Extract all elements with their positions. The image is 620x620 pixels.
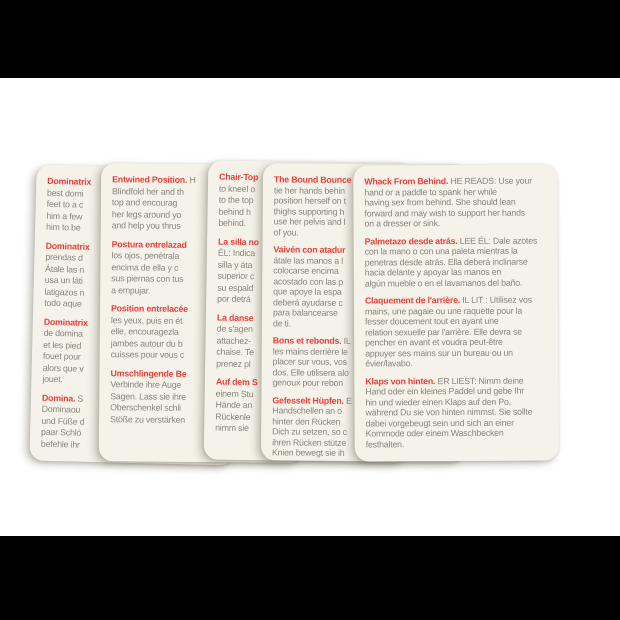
card-line: befehle ihr <box>40 438 80 450</box>
card-line: átale las manos a l <box>273 254 343 266</box>
card-line: Blindfold her and th <box>112 185 184 197</box>
card-line: alors que v <box>42 362 84 374</box>
card-line: position herself on t <box>273 195 346 206</box>
card-line: para balancearse <box>272 307 338 318</box>
card-line: Sagen. Lass sie ihre <box>110 390 187 402</box>
card-line: que apoye la espa <box>273 286 342 297</box>
card-line: Handschellen an o <box>272 405 342 416</box>
letterbox-top <box>0 0 620 78</box>
card-line: thighs supporting h <box>273 205 345 217</box>
card-line: use her pelvis and l <box>273 216 346 227</box>
card-line: a empujar. <box>111 284 151 296</box>
card-line: behind h <box>218 206 251 217</box>
card-heading: La danse <box>216 312 254 323</box>
card-line: fesser doucement tout en ayant une <box>365 315 499 327</box>
card-line: him to be <box>46 221 81 233</box>
card-line: Knien bewegt sie ih <box>271 447 345 458</box>
card-line: algún mueble o en el lavamanos del baño. <box>364 277 523 288</box>
card-line: her legs around yo <box>111 208 182 220</box>
card-line: los ojos, penétrala <box>111 250 180 261</box>
card-line <box>365 235 552 246</box>
card-line: de s'agen <box>216 323 253 335</box>
card-heading-lead-in: IL <box>341 335 351 346</box>
card-line: de ti. <box>272 317 291 328</box>
card-heading-lead-in: ER LIEST: Nimm deine <box>435 375 524 386</box>
card-line: les mains derrière le <box>272 345 348 357</box>
card-heading: Auf dem S <box>215 376 258 388</box>
card-line: prenez pl <box>216 358 251 369</box>
card-line: hand or a paddle to spank her while <box>364 186 497 197</box>
card-line: Rückenle <box>215 411 251 422</box>
card-line: jambes autour du b <box>110 337 183 349</box>
card-line <box>364 175 551 186</box>
card-line: fouet pour <box>42 350 81 362</box>
card-heading-lead-in: S <box>75 393 84 404</box>
card-line: während Du sie von hinten nimmst. Sie sollte <box>365 406 533 418</box>
card-line: hin und wieder einen Klaps auf den Po, <box>365 396 511 407</box>
card-line: por detrá <box>217 293 251 305</box>
card-line: et les pied <box>43 339 82 351</box>
card-line: les yeux, puis en ét <box>110 314 183 326</box>
card-line: colocarse encima <box>273 265 339 276</box>
card-heading-lead-in: E <box>343 395 352 406</box>
card-heading-lead-in: LEE ÉL: Dale azotes <box>457 235 538 246</box>
card-heading: The Bound Bounce <box>273 174 352 185</box>
card-line: Hand oder ein kleines Paddel und gebe Ihr <box>365 385 525 397</box>
card-heading: La silla no <box>218 236 259 247</box>
card-heading: Dominatrix <box>43 316 88 328</box>
card-heading-lead-in: H <box>187 174 196 185</box>
card-line: su espald <box>217 282 254 293</box>
card-line: latigazos n <box>44 286 85 298</box>
card-heading: Dominatrix <box>45 240 90 252</box>
card-paragraph-es <box>365 235 552 288</box>
card-line: nimm sie <box>215 422 249 434</box>
card-line: elle, encouragezla <box>110 326 179 337</box>
card-line: tie her hands behin <box>273 184 345 196</box>
card-line: Kommode oder einem Waschbecken <box>365 427 504 439</box>
card-line: hinter den Rücken <box>272 415 341 427</box>
card-heading: Klaps von hinten. <box>365 375 436 386</box>
card-line: forward and may wish to support her hands <box>364 207 525 218</box>
card-heading: Chair-Top <box>219 171 259 183</box>
card-line: Dominaou <box>41 403 81 415</box>
card-heading: Postura entrelazad <box>111 238 187 250</box>
card-line: festhalten. <box>365 438 405 449</box>
card-line: mains, une pagaie ou une raquette pour la <box>364 305 523 316</box>
card-heading-lead-in: IL LIT : Utilisez vos <box>459 294 532 305</box>
card-line: behind. <box>218 217 246 229</box>
card-line: relation sexuelle par l'arrière. Elle devra se <box>365 326 522 337</box>
card-heading-lead-in: HE READS: Use your <box>448 175 532 187</box>
card-line: Átale las n <box>44 263 85 275</box>
card-line: con la mano o con una paleta mientras la <box>364 245 518 257</box>
card-line: penetras desde atrás. Ella deberá inclinarse <box>364 256 528 267</box>
card-line: genoux pour rebon <box>272 377 344 388</box>
card-line: of you. <box>273 226 299 238</box>
card-line: acostado con las p <box>273 275 344 287</box>
card-paragraph-de <box>365 375 552 449</box>
card-line: placer sur vous, vos <box>272 356 347 367</box>
card-line: dos. Elle utilisera alo <box>272 366 349 378</box>
card-line: sus piernas con tus <box>111 273 184 284</box>
card-line: Hände an <box>215 399 253 411</box>
card-heading: Umschlingende Be <box>110 367 187 379</box>
card-line: having sex from behind. She should lean <box>364 196 516 208</box>
card-line: Verbinde ihre Auge <box>110 379 182 390</box>
card-line: appuyer ses mains sur un bureau ou un <box>365 347 513 358</box>
card-paragraph-fr <box>365 294 552 368</box>
card-heading: Gefesselt Hüpfen. <box>272 394 344 406</box>
card-line: deberá ayudarse c <box>273 296 343 308</box>
card-whack-from-behind <box>353 164 559 461</box>
card-line: dabei vorgebeugt sein und sich an einer <box>365 417 514 428</box>
card-line: de domina <box>43 327 83 339</box>
card-line: usa un láti <box>44 274 83 286</box>
card-line: to kneel o <box>218 183 256 194</box>
card-heading: Vaivén con atadur <box>273 244 346 255</box>
card-line: todo aque <box>44 297 82 309</box>
card-line: prendas d <box>45 251 83 263</box>
card-line: jouet. <box>42 373 63 385</box>
card-heading: Bons et rebonds. <box>272 335 342 346</box>
card-line: best domi <box>46 187 84 199</box>
card-line: and help you thrus <box>111 220 181 231</box>
card-line: Oberschenkel schli <box>110 402 181 413</box>
card-heading: Palmetazo desde atrás. <box>364 235 458 246</box>
card-heading: Dominatrix <box>47 175 92 187</box>
card-line: top and encourag <box>111 197 178 208</box>
card-heading: Position entrelacée <box>110 303 188 314</box>
card-line: pencher en avant et voudra peut-être <box>365 336 503 348</box>
card-line: encima de ella y c <box>111 261 179 273</box>
card-heading: Entwined Position. <box>112 174 188 185</box>
card-line: évier/lavabo. <box>365 358 413 369</box>
card-line: on a dresser or sink. <box>364 218 441 229</box>
card-line: attachez- <box>216 335 252 346</box>
card-line: und Füße d <box>41 415 85 427</box>
letterbox-bottom <box>0 536 620 620</box>
card-line: superior c <box>217 270 255 282</box>
card-line <box>365 294 552 305</box>
card-line: feet to a c <box>46 198 84 210</box>
card-line: Stöße zu verstärken <box>110 413 186 425</box>
card-heading: Claquement de l'arrière. <box>364 294 461 306</box>
card-heading: Whack From Behind. <box>364 176 449 187</box>
card-line: him a few <box>46 210 83 222</box>
card-line: to the top <box>218 194 254 206</box>
card-line: Dich zu setzen, so c <box>272 426 347 437</box>
card-paragraph-en <box>364 175 551 228</box>
card-line: hacia delante y apoyar las manos en <box>364 266 502 278</box>
card-line: ÉL: Indica <box>217 247 256 259</box>
card-line: cuisses pour vous c <box>110 349 185 360</box>
card-heading: Domina. <box>41 392 76 404</box>
card-line: ihren Rücken stütze <box>272 436 347 448</box>
card-line: silla y áta <box>217 259 253 270</box>
card-line: paar Schlö <box>40 426 82 438</box>
card-line: einem Stu <box>215 388 254 399</box>
card-line: chaise. Te <box>216 346 254 358</box>
